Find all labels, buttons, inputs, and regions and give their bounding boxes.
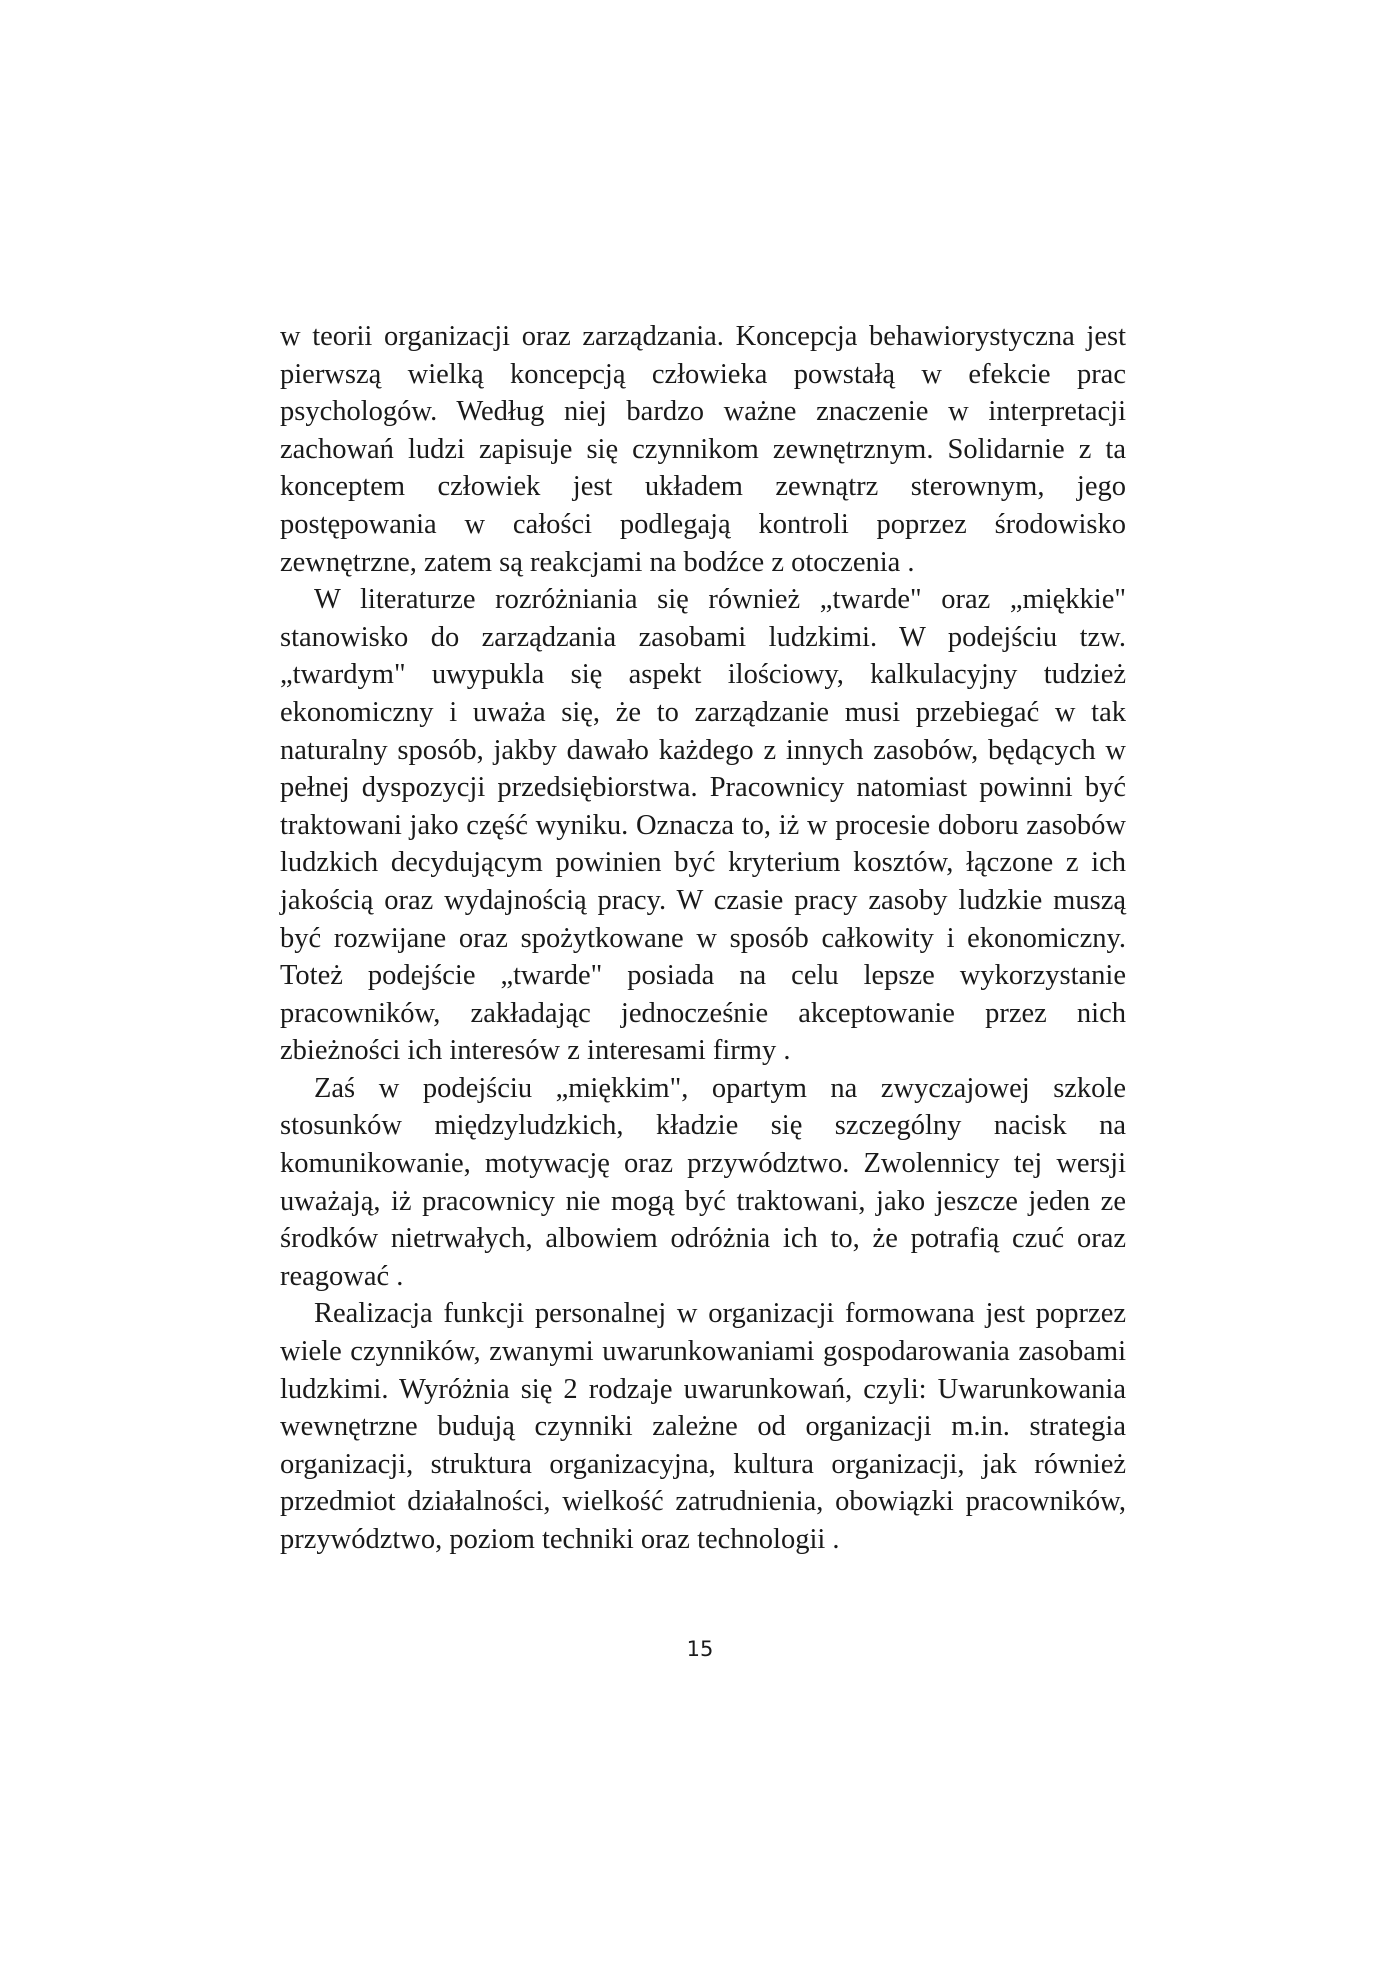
paragraph-1: w teorii organizacji oraz zarządzania. Koncepcja behawiorystyczna jest pierwszą wielką koncepcją człowieka powstałą w efekcie prac psychologów. Według niej bardzo ważne znaczenie w interpretacji zachowań ludzi zapisuje się czynnikom zewnętrznym. Solidarnie z ta konceptem człowiek jest układem zewnątrz sterownym, jego postępowania w całości podlegają kontroli poprzez środowisko zewnętrzne, zatem są reakcjami na bodźce z otoczenia . xyxy=(280,321,1126,578)
page-number: 15 xyxy=(686,1637,714,1661)
body-text xyxy=(280,318,1126,1559)
paragraph-3: Zaś w podejściu „miękkim", opartym na zwyczajowej szkole stosunków międzyludzkich, kładzie się szczególny nacisk na komunikowanie, motywację oraz przywództwo. Zwolennicy tej wersji uważają, iż pracownicy nie mogą być traktowani, jako jeszcze jeden ze środków nietrwałych, albowiem odróżnia ich to, że potrafią czuć oraz reagować . xyxy=(280,1072,1126,1292)
paragraph-2: W literaturze rozróżniania się również „twarde" oraz „miękkie" stanowisko do zarządzania zasobami ludzkimi. W podejściu tzw. „twardym" uwypukla się aspekt ilościowy, kalkulacyjny tudzież ekonomiczny i uważa się, że to zarządzanie musi przebiegać w tak naturalny sposób, jakby dawało każdego z innych zasobów, będących w pełnej dyspozycji przedsiębiorstwa. Pracownicy natomiast powinni być traktowani jako część wyniku. Oznacza to, iż w procesie doboru zasobów ludzkich decydującym powinien być kryterium kosztów, łączone z ich jakością oraz wydajnością pracy. W czasie pracy zasoby ludzkie muszą być rozwijane oraz spożytkowane w sposób całkowity i ekonomiczny. Toteż podejście „twarde" posiada na celu lepsze wykorzystanie pracowników, zakładając jednocześnie akceptowanie przez nich zbieżności ich interesów z interesami firmy . xyxy=(280,584,1126,1067)
paragraph-4: Realizacja funkcji personalnej w organizacji formowana jest poprzez wiele czynników, zwanymi uwarunkowaniami gospodarowania zasobami ludzkimi. Wyróżnia się 2 rodzaje uwarunkowań, czyli: Uwarunkowania wewnętrzne budują czynniki zależne od organizacji m.in. strategia organizacji, struktura organizacyjna, kultura organizacji, jak również przedmiot działalności, wielkość zatrudnienia, obowiązki pracowników, przywództwo, poziom techniki oraz technologii . xyxy=(280,1298,1126,1555)
